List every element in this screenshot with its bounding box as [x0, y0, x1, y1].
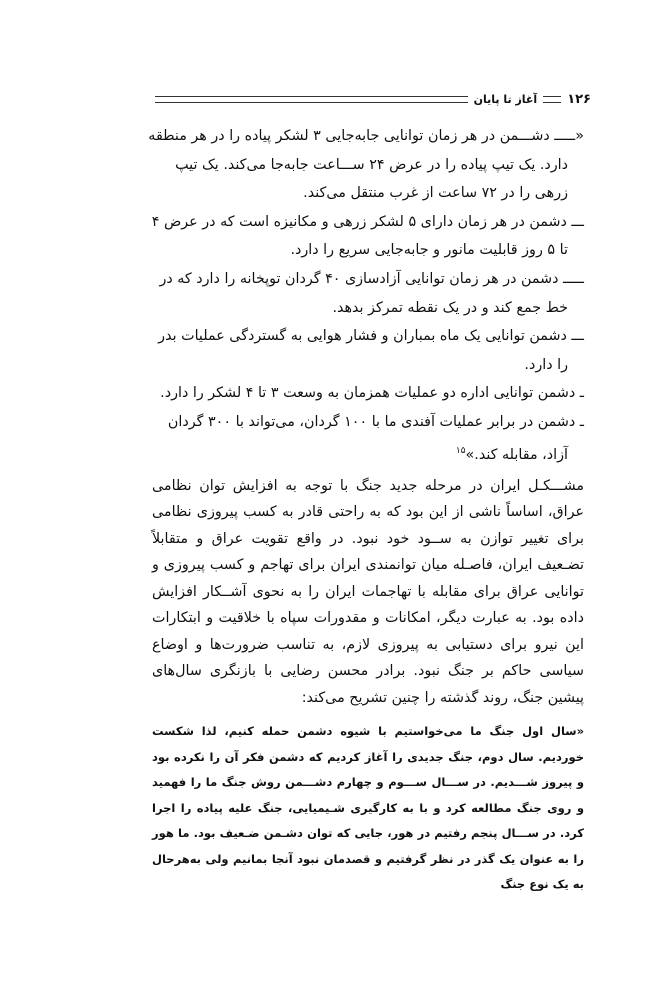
body-paragraph: مشـــکـل ایران در مرحله جدید جنگ با توجه به افزایش توان نظامی عراق، اساساً ناشی از این بود که به راحتی قادر به کسب پیروزی نظامی برای تغییر توازن به ســود خود نبود. در واقع تقویت عراق و متقابلاً تضـعیف ایران، فاصـله میان توانمندی ایران برای تهاجم و کسب پیروزی و توانایی عراق برای مقابله با تهاجمات ایران را به نحوی آشــکار افزایش داده بود. به عبارت دیگر، امکانات و مقدورات سپاه با خلاقیت و ابتکارات این نیرو برای دستیابی به پیروزی لازم، به تناسب ضرورت‌ها و اوضاع سیاسی حاکم بر جنگ نبود. برادر محسن رضایی با بازنگری سال‌های پیشین جنگ، روند گذشته را چنین تشریح می‌کند:	[152, 477, 584, 706]
quote-line	[152, 294, 584, 323]
quote-line-text: آزاد، مقابله کند.»	[465, 446, 568, 463]
header-short-rule	[543, 96, 561, 103]
quote-line-text: «ـــــ دشـــمن در هر زمان توانایی جابه‌جایی ۳ لشکر پیاده را در هر منطقه	[148, 128, 584, 144]
quote-line	[152, 408, 584, 437]
quote-line-text: خط جمع کند و در یک نقطه تمرکز بدهد.	[332, 299, 568, 316]
quote-line-text: دارد. یک تیپ پیاده را در عرض ۲۴ ســـاعت جابه‌جا می‌کند. یک تیپ	[175, 156, 568, 173]
page-number: ۱۲۶	[567, 91, 591, 107]
block-quote: «سال اول جنگ ما می‌خواستیم با شیوه دشمن حمله کنیم، لذا شکست خوردیم. سال دوم، جنگ جدیدی را آغاز کردیم که دشمن فکر آن را نکرده بود و پیروز شـــدیم. در ســـال ســـوم و چهارم دشـــمن روش جنگ ما را فهمید و روی جنگ مطالعه کرد و با به کارگیری شـیمیایی، جنگ علیه پیاده را اجرا کرد. در ســـال پنجم رفتیم در هور، جایی که توان دشـمن ضـعیف بود. ما هور را به عنوان یک گذر در نظر گرفتیم و قصدمان نبود آنجا بمانیم ولی به‌هرحال به یک نوع جنگ	[152, 724, 584, 892]
quote-line	[152, 322, 584, 351]
quote-line-text: ـــــ دشمن در هر زمان توانایی آزادسازی ۴۰ گردان توپخانه را دارد که در	[159, 270, 584, 287]
page-content	[148, 122, 584, 898]
quote-line	[152, 208, 584, 237]
quote-line-text: ـ دشمن توانایی اداره دو عملیات همزمان به وسعت ۳ تا ۴ لشکر را دارد.	[160, 385, 584, 402]
quote-line-text: ـ دشمن در برابر عملیات آفندی ما با ۱۰۰ گردان، می‌تواند با ۳۰۰ گردان	[167, 413, 584, 430]
quote-line-text: تا ۵ روز قابلیت مانور و جابه‌جایی سریع را دارد.	[290, 242, 568, 259]
footnote-reference: ۱۵	[455, 445, 466, 456]
header-long-rule	[155, 96, 468, 103]
quote-line	[152, 151, 584, 180]
quote-line-text: ـــ دشمن در هر زمان دارای ۵ لشکر زرهی و مکانیزه است که در عرض ۴	[151, 213, 584, 230]
quoted-intelligence-list	[148, 122, 584, 469]
quote-line	[152, 236, 584, 265]
quote-line-text: را دارد.	[524, 356, 568, 373]
quote-line	[148, 122, 584, 151]
quote-line	[152, 379, 584, 408]
quote-line	[152, 265, 584, 294]
quote-line	[152, 351, 584, 380]
quote-line	[152, 179, 584, 208]
running-header	[151, 88, 591, 110]
quote-line	[152, 437, 584, 469]
quote-line-text: زرهی را در ۷۲ ساعت از غرب منتقل می‌کند.	[303, 185, 568, 202]
running-title: آغاز تا پایان	[473, 92, 538, 106]
quote-line-text: ـــ دشمن توانایی یک ماه بمباران و فشار هوایی به گستردگی عملیات بدر	[158, 328, 584, 345]
